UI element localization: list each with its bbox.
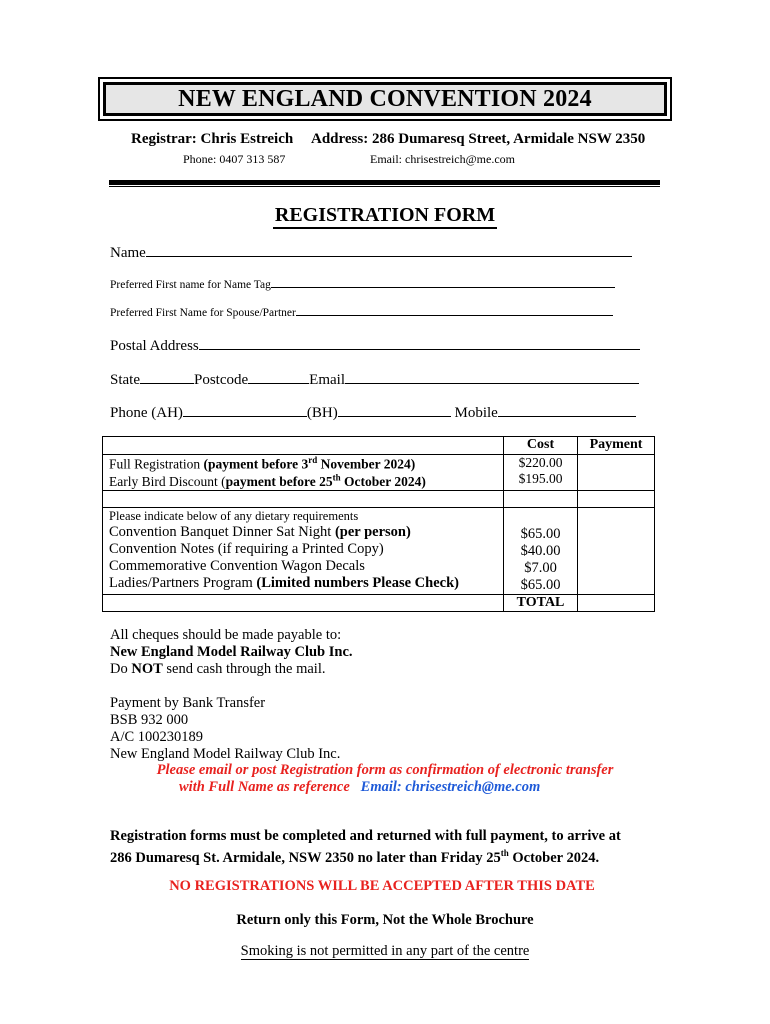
reference-note: with Full Name as reference (179, 779, 350, 795)
cheques-text: All cheques should be made payable to: (110, 627, 342, 643)
preferred-name-field[interactable] (110, 277, 615, 291)
table-row (103, 437, 655, 455)
registration-payment-cell[interactable] (578, 455, 655, 491)
phone-row (110, 402, 636, 422)
spouse-name-label: Preferred First Name for Spouse/Partner (110, 307, 296, 319)
account-text: A/C 100230189 (110, 729, 204, 745)
deadline-notice: Registration forms must be completed and returned with full payment, to arrive at 286 Dumaresq St. Armidale, NSW 2350 no later than Friday 25th October 2024. (110, 828, 621, 866)
partners-item: Ladies/Partners Program (Limited numbers Please Check) (109, 575, 459, 591)
table-row (103, 595, 655, 612)
table-row (103, 455, 655, 491)
phone-ah-label: Phone (AH) (110, 405, 183, 421)
no-registrations-warning: NO REGISTRATIONS WILL BE ACCEPTED AFTER THIS DATE (169, 878, 595, 894)
spouse-name-field[interactable] (110, 305, 613, 319)
return-form-note: Return only this Form, Not the Whole Brochure (236, 912, 534, 928)
payment-cell[interactable] (578, 491, 655, 508)
table-row (103, 491, 655, 508)
bsb-text: BSB 932 000 (110, 712, 189, 728)
partners-cost: $65.00 (520, 577, 561, 593)
club-name: New England Model Railway Club Inc. (110, 644, 353, 660)
postal-address-line[interactable] (199, 335, 640, 350)
postcode-line[interactable] (248, 369, 309, 384)
preferred-name-label: Preferred First name for Name Tag (110, 279, 271, 291)
early-bird: Early Bird Discount (payment before 25th October 2024) (109, 472, 426, 489)
no-cash-text: Do NOT send cash through the mail. (110, 661, 326, 677)
mobile-line[interactable] (498, 402, 636, 417)
email-line[interactable] (345, 369, 639, 384)
notes-item: Convention Notes (if requiring a Printed Copy) (109, 541, 384, 557)
banquet-cost: $65.00 (520, 526, 561, 542)
page-title: NEW ENGLAND CONVENTION 2024 (178, 85, 592, 112)
name-field[interactable] (110, 242, 632, 262)
smoking-notice: Smoking is not permitted in any part of the centre (240, 943, 530, 959)
title-box-inner (103, 82, 667, 116)
email-reference-line (179, 779, 540, 796)
name-line[interactable] (146, 242, 632, 257)
cost-header: Cost (504, 437, 578, 455)
state-label: State (110, 372, 140, 388)
total-label: TOTAL (504, 595, 578, 612)
header-divider-thin (109, 186, 660, 187)
registrar: Registrar: Chris Estreich (131, 131, 294, 147)
postal-address-label: Postal Address (110, 338, 199, 354)
state-line[interactable] (140, 369, 194, 384)
bank-transfer-text: Payment by Bank Transfer (110, 695, 266, 711)
phone-bh-label: (BH) (306, 405, 338, 421)
phone-bh-line[interactable] (338, 402, 451, 417)
decals-cost: $7.00 (524, 560, 557, 576)
decals-item: Commemorative Convention Wagon Decals (109, 558, 365, 574)
state-postcode-email-row (110, 369, 639, 389)
form-title: REGISTRATION FORM (0, 204, 770, 227)
spouse-name-line[interactable] (296, 305, 613, 316)
extras-payment-cell[interactable] (578, 508, 655, 595)
table-row (103, 508, 655, 595)
postcode-label: Postcode (194, 372, 249, 388)
dietary-note: Please indicate below of any dietary requirements (109, 509, 359, 523)
name-label: Name (110, 245, 146, 261)
registrar-address: Address: 286 Dumaresq Street, Armidale NSW 2350 (311, 131, 646, 147)
total-payment-cell[interactable] (578, 595, 655, 612)
phone-ah-line[interactable] (183, 402, 307, 417)
full-registration: Full Registration (payment before 3rd November 2024) Early Bird Discount (payment before 25th October 2024) (103, 455, 504, 491)
postal-address-field[interactable] (110, 335, 640, 355)
title-box (98, 77, 672, 121)
registrar-email: Email: chrisestreich@me.com (370, 152, 516, 166)
registration-costs: $220.00 $195.00 (504, 455, 578, 491)
mobile-label: Mobile (454, 405, 498, 421)
preferred-name-line[interactable] (271, 277, 615, 288)
reference-email[interactable]: Email: chrisestreich@me.com (360, 779, 541, 795)
header-divider (109, 180, 660, 185)
registrar-phone: Phone: 0407 313 587 (183, 152, 286, 166)
notes-cost: $40.00 (520, 543, 561, 559)
payment-header: Payment (578, 437, 655, 455)
club-name-bank: New England Model Railway Club Inc. (110, 746, 341, 762)
email-confirmation-note: Please email or post Registration form as confirmation of electronic transfer (156, 762, 614, 778)
banquet-item: Convention Banquet Dinner Sat Night (per person) (109, 524, 411, 540)
payment-instructions (110, 627, 353, 763)
fees-table (102, 436, 655, 612)
email-label: Email (309, 372, 345, 388)
